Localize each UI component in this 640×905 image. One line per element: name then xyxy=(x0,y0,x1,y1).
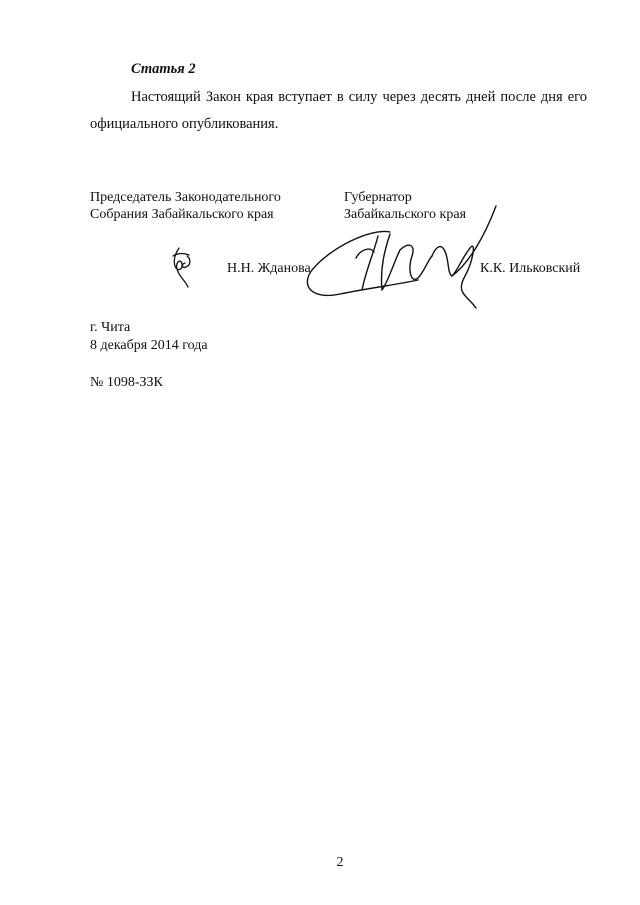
governor-name: К.К. Ильковский xyxy=(480,261,581,276)
chair-title-line-1: Председатель Законодательного xyxy=(90,190,281,205)
article-text-line-1: Настоящий Закон края вступает в силу через десять дней после дня его xyxy=(131,89,587,105)
chair-name: Н.Н. Жданова xyxy=(227,261,311,276)
chair-title-line-2: Собрания Забайкальского края xyxy=(90,207,274,222)
article-heading: Статья 2 xyxy=(131,61,196,77)
law-number: № 1098-ЗЗК xyxy=(90,375,163,390)
governor-signature xyxy=(300,198,500,318)
chair-signature xyxy=(165,244,201,290)
article-text-line-2: официального опубликования. xyxy=(90,116,279,132)
governor-title-line-2: Забайкальского края xyxy=(344,207,467,222)
date: 8 декабря 2014 года xyxy=(90,338,208,353)
place: г. Чита xyxy=(90,320,131,335)
governor-title-line-1: Губернатор xyxy=(344,190,412,205)
page-number: 2 xyxy=(336,855,344,870)
